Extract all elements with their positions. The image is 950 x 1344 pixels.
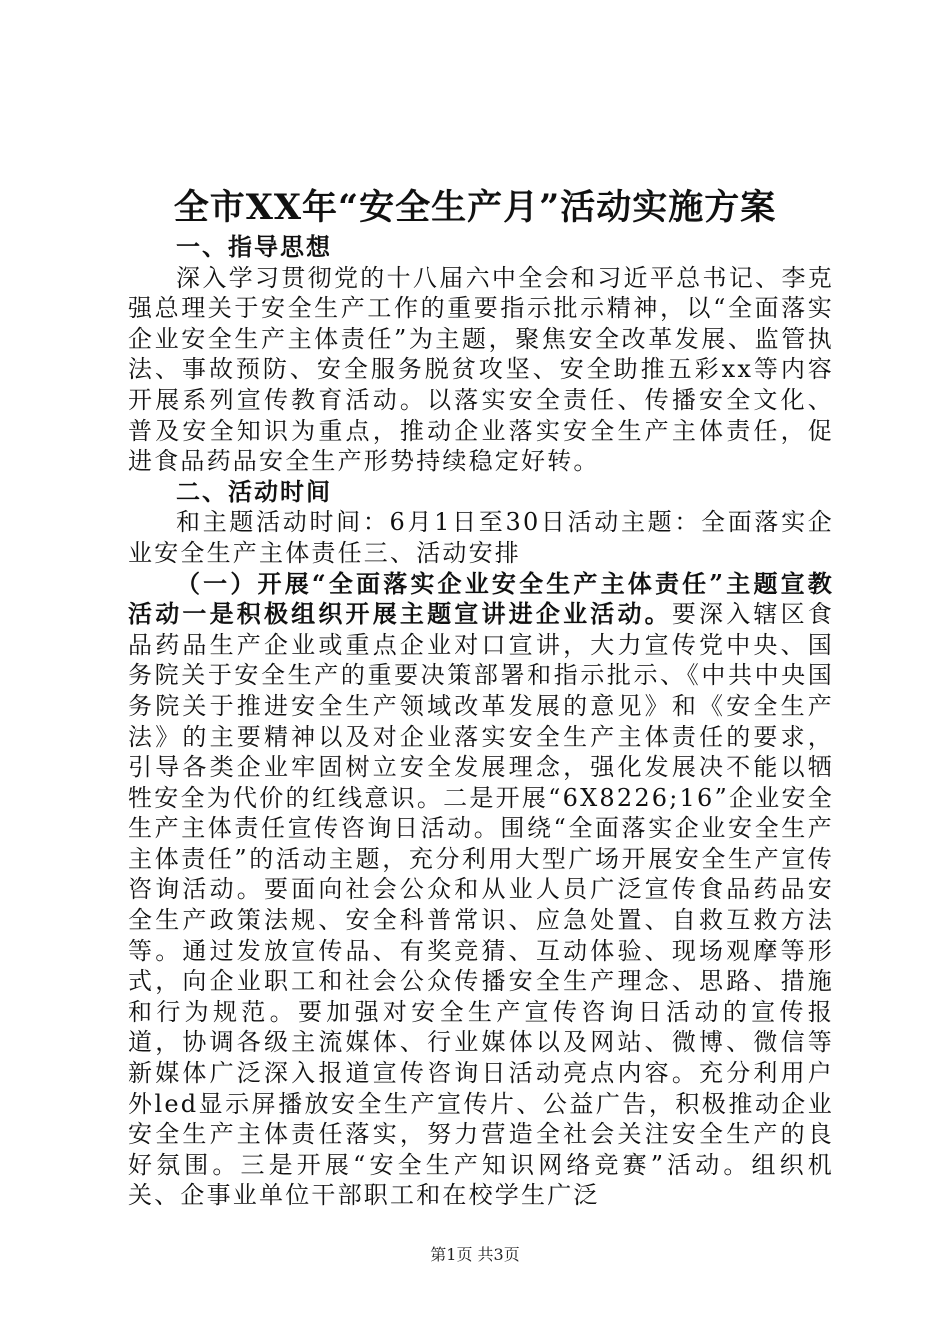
section-heading-guiding-ideology: 一、指导思想 xyxy=(176,232,332,261)
page-footer: 第1页 共3页 xyxy=(430,1245,520,1264)
section-heading-activity-time: 二、活动时间 xyxy=(176,476,332,506)
document-body xyxy=(128,232,834,1211)
paragraph-activity-arrangement-text: 要深入辖区食品药品生产企业或重点企业对口宣讲，大力宣传党中央、国务院关于安全生产的重要决策部署和指示批示、《中共中央国务院关于推进安全生产领域改革发展的意见》和《安全生产法》的主要精神以及对企业落实安全生产主体责任的要求，引导各类企业牢固树立安全发展理念，强化发展决不能以牺牲安全为代价的红线意识。二是开展“6X8226;16”企业安全生产主体责任宣传咨询日活动。围绕“全面落实企业安全生产主体责任”的活动主题，充分利用大型广场开展安全生产宣传咨询活动。要面向社会公众和从业人员广泛宣传食品药品安全生产政策法规、安全科普常识、应急处置、自救互救方法等。通过发放宣传品、有奖竞猜、互动体验、现场观摩等形式，向企业职工和社会公众传播安全生产理念、思路、措施和行为规范。要加强对安全生产宣传咨询日活动的宣传报道，协调各级主流媒体、行业媒体以及网站、微博、微信等新媒体广泛深入报道宣传咨询日活动亮点内容。充分利用户外led显示屏播放安全生产宣传片、公益广告，积极推动企业安全生产主体责任落实，努力营造全社会关注安全生产的良好氛围。三是开展“安全生产知识网络竞赛”活动。组织机关、企事业单位干部职工和在校学生广泛 xyxy=(128,600,835,1210)
paragraph-activity-time: 和主题活动时间：6月1日至30日活动主题：全面落实企业安全生产主体责任三、活动安排 xyxy=(128,508,834,567)
paragraph-guiding-ideology: 深入学习贯彻党的十八届六中全会和习近平总书记、李克强总理关于安全生产工作的重要指示批示精神，以“全面落实企业安全生产主体责任”为主题，聚焦安全改革发展、监管执法、事故预防、安全服务脱贫攻坚、安全助推五彩xx等内容开展系列宣传教育活动。以落实安全责任、传播安全文化、普及安全知识为重点，推动企业落实安全生产主体责任，促进食品药品安全生产形势持续稳定好转。 xyxy=(128,263,834,476)
paragraph-activity-arrangement xyxy=(128,569,834,1211)
document-title: 全市XX年“安全生产月”活动实施方案 xyxy=(173,187,777,228)
subsection-heading-theme-campaign: （一）开展“全面落实企业安全生产主体责任”主题宣教活动一是积极组织开展主题宣讲进企业活动。 xyxy=(128,568,834,629)
